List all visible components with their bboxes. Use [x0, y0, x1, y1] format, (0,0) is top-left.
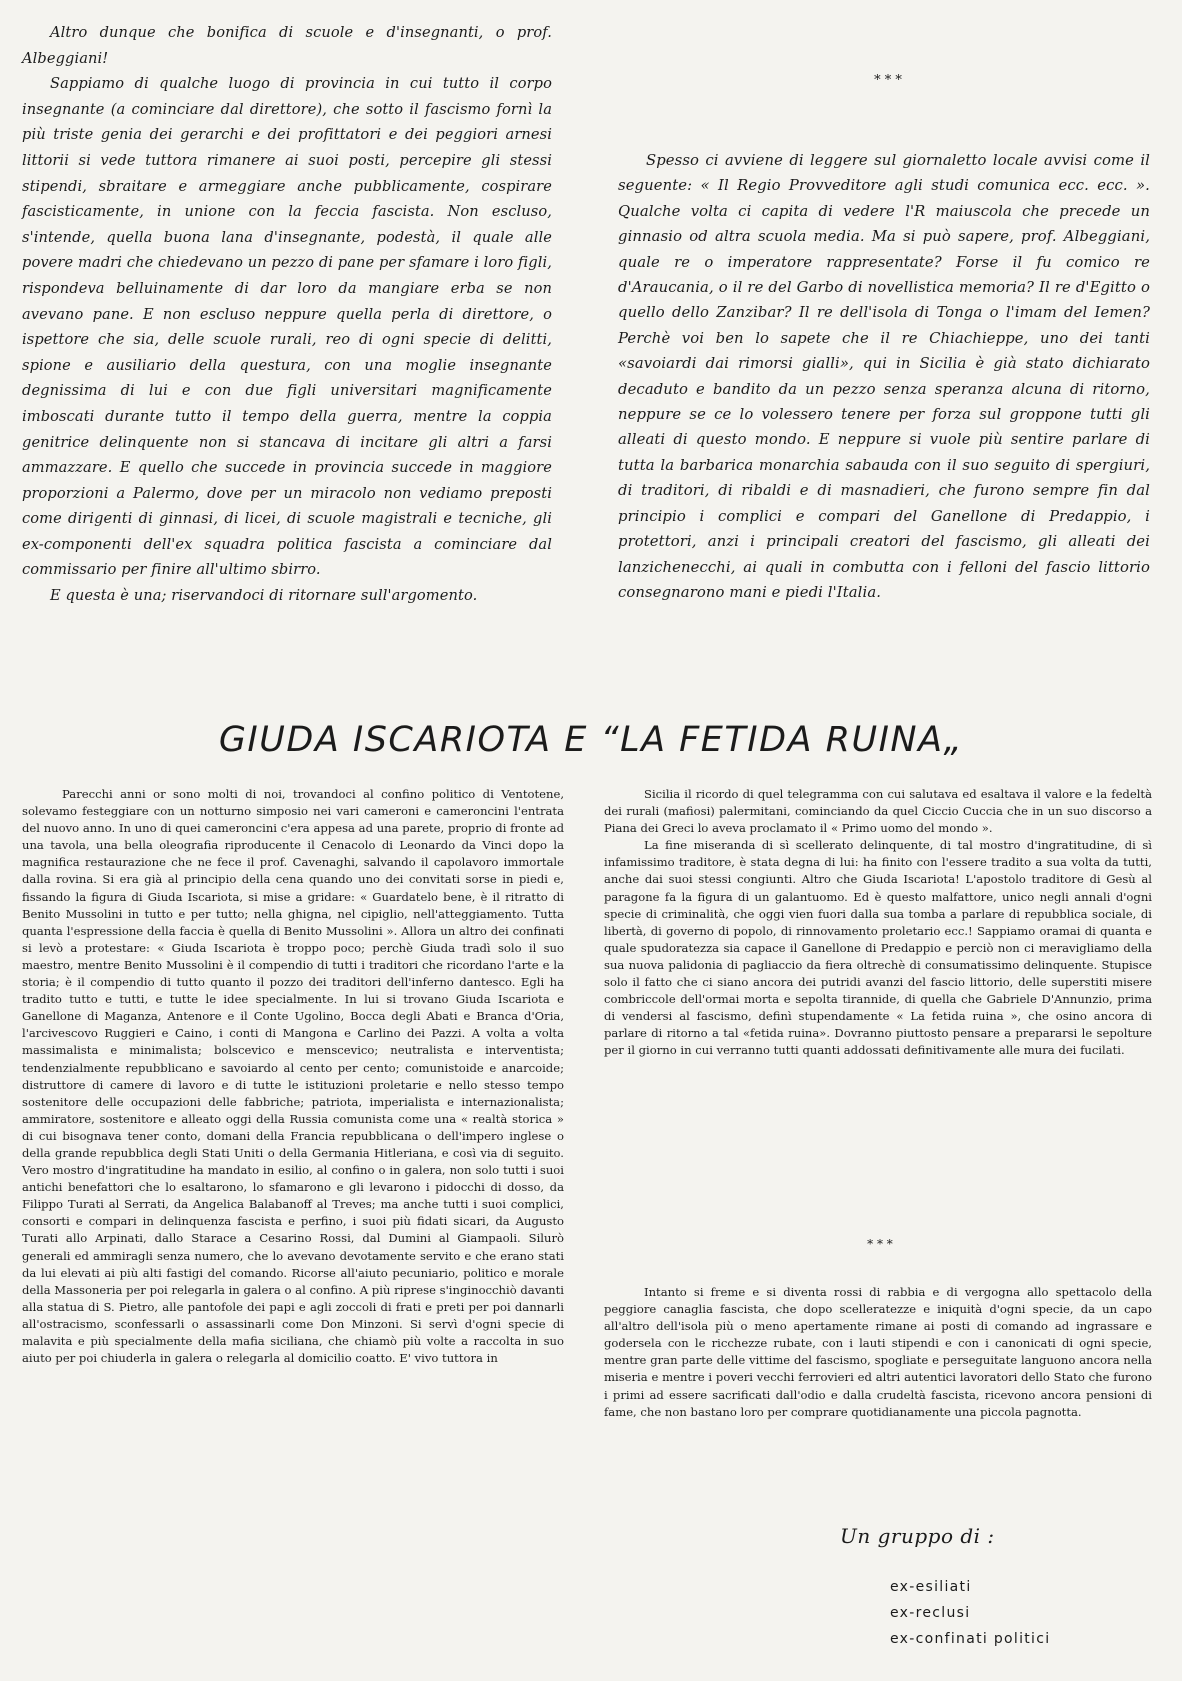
- signature-list: [890, 1574, 1050, 1652]
- paragraph: E questa è una; riservandoci di ritornare sull'argomento.: [50, 587, 478, 605]
- paragraph: Intanto si freme e si diventa rossi di rabbia e di vergogna allo spettacolo della peggiore canaglia fascista, che dopo scelleratezze e iniquità d'ogni specie, da un capo all'altro dell'isola più o meno apertamente rimane ai posti di comando ad ingrassare e godersela con le ricchezze rubate, con i lauti stipendi e con i canonicati di ogni specie, mentre gran parte delle vittime del fascismo, spogliate e perseguitate languono ancora nella miseria e mentre i poveri vecchi ferrovieri ed altri autentici lavoratori dello Stato che furono i primi ad essere sacrificati dall'odio e dalla crudeltà fascista, ricevono ancora pensioni di fame, che non bastano loro per comprare quotidianamente una piccola pagnotta.: [604, 1285, 1152, 1419]
- signature-intro: Un gruppo di :: [840, 1524, 995, 1548]
- bottom-left-column: [22, 786, 564, 1367]
- section-divider-stars: * * *: [867, 1237, 893, 1251]
- paragraph: Parecchi anni or sono molti di noi, trovandoci al confino politico di Ventotene, solevamo festeggiare con un notturno simposio nei vari cameroni e cameroncini l'entrata del nuovo anno. In uno di quei cameroncini c'era appesa ad una parete, proprio di fronte ad una tavola, una bella oleografia riproducente il Cenacolo di Leonardo da Vinci dopo la magnifica restaurazione che ne fece il prof. Cavenaghi, salvando il capolavoro immortale dalla rovina. Si era già al principio della cena quando uno dei convitati sorse in piedi e, fissando la figura di Giuda Iscariota, si mise a gridare: « Guardatelo bene, è il ritratto di Benito Mussolini in tutto e per tutto; nella ghigna, nel cipiglio, nell'atteggiamento. Tutta quanta l'espressione della faccia è quella di Benito Mussolini ». Allora un altro dei confinati si levò a protestare: « Giuda Iscariota è troppo poco; perchè Giuda tradì solo il suo maestro, mentre Benito Mussolini è il compendio di tutti i traditori che ricordano l'arte e la storia; è il compendio di tutto quanto il pozzo dei traditori dell'inferno dantesco. Egli ha tradito tutto e tutti, e tutte le idee specialmente. In lui si trovano Giuda Iscariota e Ganellone di Maganza, Antenore e il Conte Ugolino, Bocca degli Abati e Branca d'Oria, l'arcivescovo Ruggieri e Caino, i conti di Mangona e Carlino dei Pazzi. A volta a volta massimalista e minimalista; bolscevico e menscevico; neutralista e interventista; tendenzialmente repubblicano e savoiardo al cento per cento; comunistoide e anarcoide; distruttore di camere di lavoro e di tutte le istituzioni proletarie e nello stesso tempo sostenitore delle occupazioni delle fabbriche; patriota, imperialista e internazionalista; ammiratore, sostenitore e alleato oggi della Russia comunista come una « realtà storica » di cui bisognava tener conto, domani della Francia repubblicana o dell'impero inglese o della grande repubblica degli Stati Uniti o della Germania Hitleriana, e così via di seguito. Vero mostro d'ingratitudine ha mandato in esilio, al confino o in galera, non solo tutti i suoi antichi benefattori che lo esaltarono, lo sfamarono e gli levarono i pidocchi di dosso, da Filippo Turati al Serrati, da Angelica Balabanoff al Treves; ma anche tutti i suoi complici, consorti e compari in delinquenza fascista e perfino, i suoi più fidati sicari, da Augusto Turati allo Arpinati, dallo Starace a Cesarino Rossi, dal Dumini al Giampaoli. Silurò generali ed ammiragli senza numero, che lo avevano devotamente servito e che erano stati da lui elevati ai più alti fastigi del comando. Ricorse all'aiuto pecuniario, politico e morale della Massoneria per poi relegarla in galera o al confino. A più riprese s'inginocchiò davanti alla statua di S. Pietro, alle pantofole dei papi e agli zoccoli di frati e preti per poi dannarli all'ostracismo, sconfessarli o assassinarli come Don Minzoni. Si servì d'ogni specie di malavita e più specialmente della mafia siciliana, che chiamò più volte a raccolta in suo aiuto per poi chiuderla in galera o relegarla al domicilio coatto. E' vivo tuttora in: [22, 787, 565, 1366]
- signature-line: ex-confinati politici: [890, 1631, 1051, 1647]
- signature-line: ex-esiliati: [890, 1579, 972, 1595]
- top-right-column: [618, 148, 1150, 605]
- article-headline: GIUDA ISCARIOTA E “LA FETIDA RUINA„: [218, 720, 964, 760]
- bottom-right-column: [604, 786, 1152, 1060]
- bottom-right-column-continued: [604, 1284, 1152, 1421]
- signature-line: ex-reclusi: [890, 1605, 971, 1621]
- paragraph: Sicilia il ricordo di quel telegramma con cui salutava ed esaltava il valore e la fedeltà dei rurali (mafiosi) palermitani, cominciando da quel Ciccio Cuccia che in un suo discorso a Piana dei Greci lo aveva proclamato il « Primo uomo del mondo ».: [604, 787, 1152, 836]
- top-left-column: [22, 20, 552, 609]
- paragraph: La fine miseranda di sì scellerato delinquente, di tal mostro d'ingratitudine, di sì infamissimo traditore, è stata degna di lui: ha finito con l'essere tradito a sua volta da tutti, anche dai suoi stessi congiunti. Altro che Giuda Iscariota! L'apostolo traditore di Gesù al paragone fa la figura di un galantuomo. Ed è questo malfattore, unico negli annali d'ogni specie di criminalità, che oggi vien fuori dalla sua tomba a parlare di repubblica sociale, di libertà, di governo di popolo, di rinnovamento proletario ecc.! Sappiamo oramai di quanta e quale spudoratezza sia capace il Ganellone di Predappio e perciò non ci meravigliamo della sua nuova palidonia di pagliaccio da fiera oltrechè di consumatissimo delinquente. Stupisce solo il fatto che ci siano ancora dei putridi avanzi del fascio littorio, delle superstiti misere combriccole dell'ormai morta e sepolta tirannide, di quella che Gabriele D'Annunzio, prima di vendersi al fascismo, definì stupendamente « La fetida ruina », che osino ancora di parlare di ritorno a tal «fetida ruina». Dovranno piuttosto pensare a prepararsi le sepolture per il giorno in cui verranno tutti quanti addossati definitivamente alle mura dei fucilati.: [604, 838, 1152, 1058]
- paragraph: Sappiamo di qualche luogo di provincia in cui tutto il corpo insegnante (a cominciare dal direttore), che sotto il fascismo fornì la più triste genia dei gerarchi e dei profittatori e dei peggiori arnesi littorii si vede tuttora rimanere ai suoi posti, percepire gli stessi stipendi, sbraitare e armeggiare anche pubblicamente, cospirare fascisticamente, in unione con la feccia fascista. Non escluso, s'intende, quella buona lana d'insegnante, podestà, il quale alle povere madri che chiedevano un pezzo di pane per sfamare i loro figli, rispondeva belluinamente di dar loro da mangiare erba se non avevano pane. E non escluso neppure quella perla di direttore, o ispettore che sia, delle scuole rurali, reo di ogni specie di delitti, spione e ausiliario della questura, con una moglie insegnante degnissima di lui e con due figli universitari magnificamente imboscati durante tutto il tempo della guerra, mentre la coppia genitrice delinquente non si stancava di incitare gli altri a farsi ammazzare. E quello che succede in provincia succede in maggiore proporzioni a Palermo, dove per un miracolo non vediamo preposti come dirigenti di ginnasi, di licei, di scuole magistrali e tecniche, gli ex-componenti dell'ex squadra politica fascista a cominciare dal commissario per finire all'ultimo sbirro.: [22, 75, 553, 579]
- paragraph: Altro dunque che bonifica di scuole e d'insegnanti, o prof. Albeggiani!: [22, 24, 552, 67]
- paragraph: Spesso ci avviene di leggere sul giornaletto locale avvisi come il seguente: « Il Regio Provveditore agli studi comunica ecc. ecc. ». Qualche volta ci capita di vedere l'R maiuscola che precede un ginnasio od altra scuola media. Ma si può sapere, prof. Albeggiani, quale re o imperatore rappresentate? Forse il fu comico re d'Araucania, o il re del Garbo di novellistica memoria? Il re d'Egitto o quello dello Zanzibar? Il re dell'isola di Tonga o l'imam del Iemen? Perchè voi ben lo sapete che il re Chiachieppe, uno dei tanti «savoiardi dai rimorsi gialli», qui in Sicilia è già stato dichiarato decaduto e bandito da un pezzo senza speranza alcuna di ritorno, neppure se ce lo volessero tenere per forza sul groppone tutti gli alleati di questo mondo. E neppure si vuole più sentire parlare di tutta la barbarica monarchia sabauda con il suo seguito di spergiuri, di traditori, di ribaldi e di masnadieri, che furono sempre fin dal principio i complici e compari del Ganellone di Predappio, i protettori, anzi i principali creatori del fascismo, gli alleati dei lanzichenecchi, ai quali in combutta con i felloni del fascio littorio consegnarono mani e piedi l'Italia.: [618, 152, 1150, 601]
- section-divider-stars: * * *: [874, 73, 902, 88]
